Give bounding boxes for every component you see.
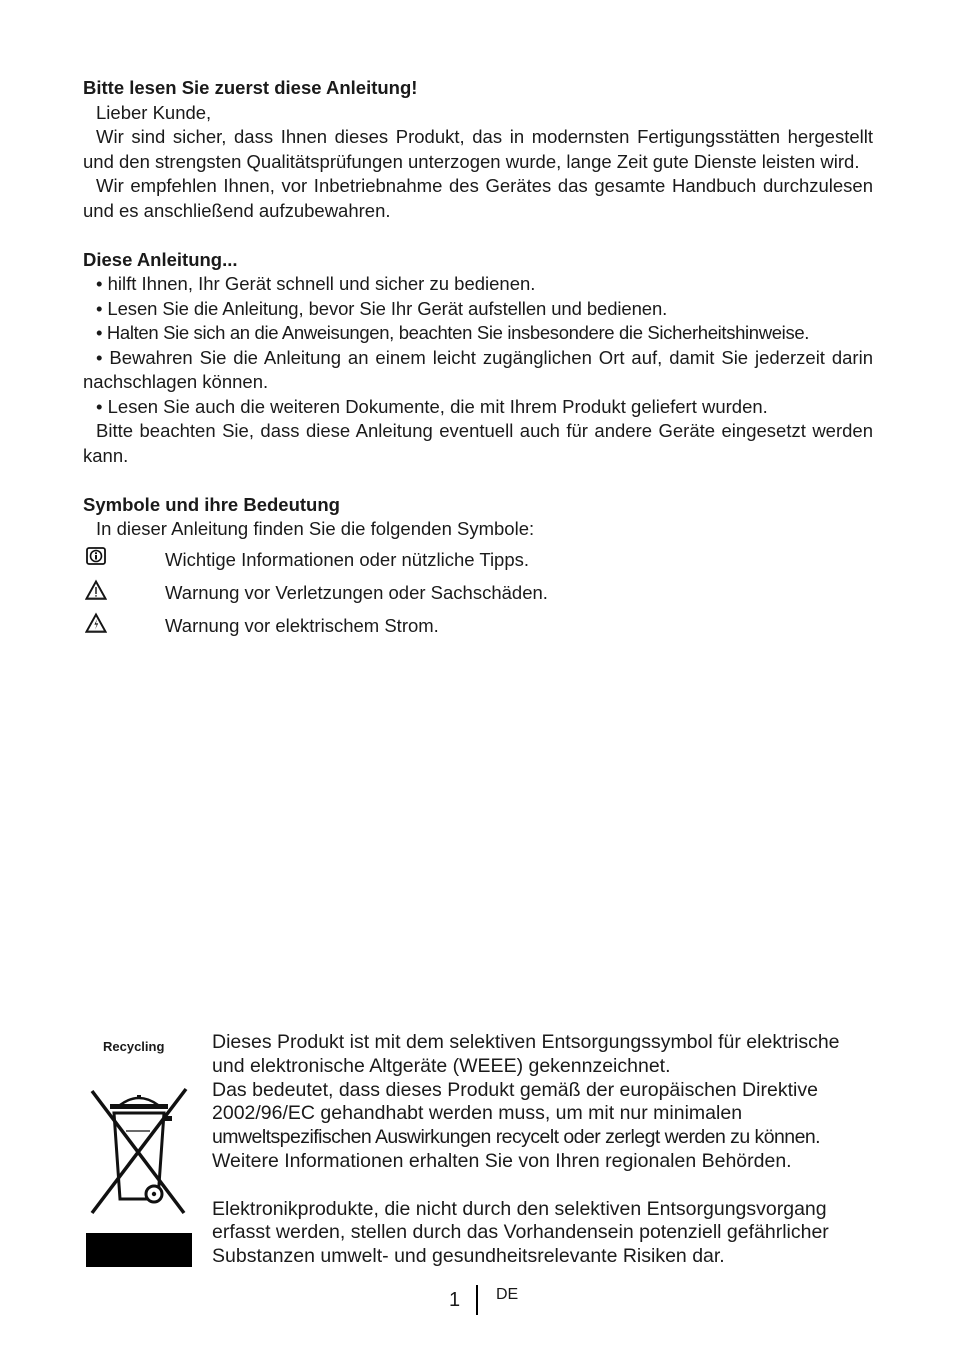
manual-bullet: • hilft Ihnen, Ihr Gerät schnell und sicher zu bedienen.	[96, 273, 536, 294]
symbol-electric-text: Warnung vor elektrischem Strom.	[165, 614, 439, 636]
manual-bullet: • Halten Sie sich an die Anweisungen, beachten Sie insbesondere die Sicherheitshinweise.	[96, 322, 810, 343]
recycling-line: Dieses Produkt ist mit dem selektiven Entsorgungssymbol für elektrische	[212, 1031, 840, 1053]
symbol-info-text: Wichtige Informationen oder nützliche Tipps.	[165, 548, 530, 570]
electric-warning-icon	[85, 612, 107, 634]
intro-paragraph-2: Wir empfehlen Ihnen, vor Inbetriebnahme des Gerätes das gesamte Handbuch durchzulesen und es anschließend aufzubewahren.	[83, 175, 873, 221]
recycling-line: erfasst werden, stellen durch das Vorhandensein potenziell gefährlicher	[212, 1221, 829, 1244]
info-icon	[85, 546, 107, 568]
symbols-intro: In dieser Anleitung finden Sie die folgenden Symbole:	[96, 518, 535, 539]
weee-bin-icon	[86, 1083, 192, 1218]
language-code: DE	[496, 1286, 519, 1303]
recycling-line: und elektronische Altgeräte (WEEE) gekennzeichnet.	[212, 1054, 671, 1077]
intro-heading: Bitte lesen Sie zuerst diese Anleitung!	[83, 77, 418, 98]
recycling-line: Weitere Informationen erhalten Sie von Ihren regionalen Behörden.	[212, 1149, 792, 1172]
manual-note: Bitte beachten Sie, dass diese Anleitung eventuell auch für andere Geräte eingesetzt werden kann.	[83, 420, 873, 466]
recycling-line: umweltspezifischen Auswirkungen recycelt oder zerlegt werden zu können.	[212, 1126, 821, 1149]
warning-icon	[85, 579, 107, 601]
page-number: 1	[449, 1289, 461, 1311]
recycling-line: 2002/96/EC gehandhabt werden muss, um mit nur minimalen	[212, 1102, 743, 1125]
intro-paragraph-1: Wir sind sicher, dass Ihnen dieses Produkt, das in modernsten Fertigungsstätten hergestellt und den strengsten Qualitätsprüfungen unterzogen wurde, lange Zeit gute Dienste leisten wird.	[83, 126, 873, 172]
document-body	[83, 76, 873, 641]
recycling-line: Substanzen umwelt- und gesundheitsrelevante Risiken dar.	[212, 1245, 725, 1268]
footer-divider	[476, 1285, 478, 1315]
recycling-label: Recycling	[103, 1039, 165, 1054]
symbol-warning-text: Warnung vor Verletzungen oder Sachschäden.	[165, 581, 548, 603]
greeting: Lieber Kunde,	[96, 101, 212, 123]
manual-bullet: • Lesen Sie die Anleitung, bevor Sie Ihr Gerät aufstellen und bedienen.	[96, 297, 668, 319]
manual-bullet: • Bewahren Sie die Anleitung an einem leicht zugänglichen Ort auf, damit Sie jederzeit darin nachschlagen können.	[83, 346, 873, 392]
recycling-line: Das bedeutet, dass dieses Produkt gemäß der europäischen Direktive	[212, 1078, 818, 1101]
recycling-text	[212, 1031, 877, 1269]
weee-black-bar	[86, 1233, 192, 1267]
manual-bullet: • Lesen Sie auch die weiteren Dokumente, die mit Ihrem Produkt geliefert wurden.	[96, 395, 768, 417]
manual-heading: Diese Anleitung...	[83, 248, 238, 270]
symbols-heading: Symbole und ihre Bedeutung	[83, 493, 340, 515]
symbol-row-warning	[83, 575, 873, 608]
symbol-row-info	[83, 542, 873, 575]
recycling-line: Elektronikprodukte, die nicht durch den selektiven Entsorgungsvorgang	[212, 1197, 827, 1220]
symbol-row-electric	[83, 608, 873, 641]
